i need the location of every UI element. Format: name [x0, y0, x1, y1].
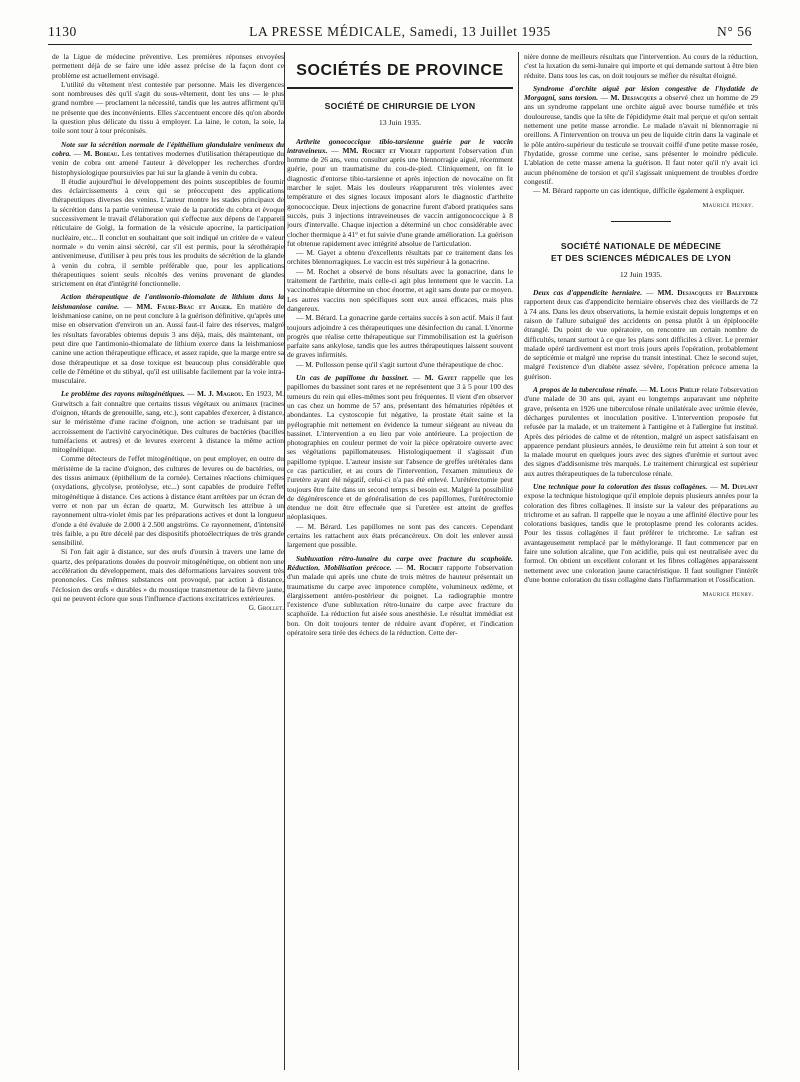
paragraph: nière donne de meilleurs résultats que l'intervention. Au cours de la réduction, c'est la luxation du semi-lunaire qui importe et qui demande surtout à être bien réduite. Dans tous les cas, on doit toujours se méfier du résultat éloigné. [524, 52, 758, 80]
column-rule [284, 52, 285, 1070]
page-header [48, 22, 752, 45]
article-title: Un cas de papillome du bassinet. [296, 373, 409, 383]
article-coloration: Une technique pour la coloration des tissus collagènes. — M. Duplant expose la technique histologique qu'il emploie depuis plusieurs années pour la coloration des fibres collagènes. Il insiste sur la valeur des préparations au trichrome et au safran. Il rappelle que le noyau a une affinité élective pour les colorations basiques, tandis que le protoplasme prend les colorants acides. Pour les tissus collagènes il faut préférer le trichrome. Le safran est avantageusement remplacé par le méthylorange. Il faut commencer par en faire une solution alcaline, que l'on acidifie, puis qui est neutralisée avec du formol. On obtient un excellent colorant et les fibres collagènes apparaissent nettement avec une coloration jaune caractéristique. Il faut souligner l'intérêt d'une bonne coloration du tissu collagène dans l'inflammation et l'ossification. [524, 481, 758, 584]
article-title: Note sur la sécrétion normale de l'épithélium glandulaire venimeux du cobra. [52, 139, 284, 158]
paragraph: — M. Gayet a obtenu d'excellents résultats par ce traitement dans les orchites blennorragiques. Le vaccin est très supérieur à la gonacrine. [287, 248, 513, 267]
article-author: M. Desjacques [610, 93, 657, 103]
paragraph: — M. Pollosson pense qu'il s'agit surtout d'une thérapeutique de choc. [296, 359, 504, 369]
column-right [524, 52, 758, 1072]
article-text: rapporte l'observation d'un malade qui après une chute de trois mètres de hauteur présentait un traumatisme du carpe avec impotence complète, volumineux œdème, et élargissement antéro-postérieur du poignet. La radiographie montre l'existence d'une subluxation rétro-lunaire du carpe avec fracture du scaphoïde. La réduction fut aisée sous anesthésie. Le résultat immédiat est bon. On doit toujours tenter de réduire avant d'opérer, et l'indication opératoire sera tirée des échecs de la réduction. Cette der- [287, 562, 513, 638]
article-appendicite: Deux cas d'appendicite herniaire. — MM. Desjacques et Baleydier rapportent deux cas d'appendicite herniaire observés chez des vieillards de 72 à 74 ans. Dans les deux observations, la hernie existait depuis longtemps et en raison de l'allure subaiguë des accidents on pensa plutôt à un épiploocèle étranglé. Du point de vue opératoire, on rencontre un certain nombre de difficultés, tenant surtout à ce que les plans sont difficiles à cliver. Le premier malade opéré tardivement est mort trois jours après l'opération, probablement de septicémie et malgré une reprise du transit intestinal. Chez le second sujet, malgré l'existence d'un diabète assez sévère, l'opération précoce amena la guérison. [524, 288, 758, 381]
article-faure-brac: Action thérapeutique de l'antimonio-thiomalate de lithium dans la leishmaniose canine. — MM. Faure-Brac et Auger. En matière de leishmaniose canine, on ne peut conclure à la guérison définitive, qu'après une mise en observation d'environ un an. Aussi faut-il faire des réserves, malgré les résultats favorables obtenus depuis 3 ans déjà, mais, dès maintenant, on peut dire que l'antimonio-thiomalate de lithium exerce dans la leishmaniose canine une action thérapeutique efficace, et assez rapide, que la marge entre sa dose thérapeutique et sa dose toxique est beaucoup plus considérable que celle de l'émétine et du stibyal, qu'il est utilisable facilement par la voie intra-musculaire. [52, 292, 284, 386]
paragraph: Il étudie aujourd'hui le développement des points susceptibles de fournir des éclaircissements à ceux qui se préoccupent des applications thérapeutiques diverses des venins. L'auteur montre les stades principaux de la sécrétion dans la partie venimeuse vraie de la parotide du cobra et évoque successivement le travail d'élaboration qui s'effectue aux dépens de l'appareil réticulaire de Golgi, la formation de la vésicule apocrine, la participation nucléaire, etc... Il conclut en souhaitant que soit indiqué un critère de « valeur normale » du venin ainsi sécrété, car s'il est permis, pour la sérothérapie antivenimeuse, d'utiliser à peu près tous les produits de sécrétion de la glande à venin du cobra, il semble préférable que, pour les applications thérapeutiques soient seuls récoltés des venins provenant de glandes strictement en état d'intégrité fonctionnelle. [52, 176, 284, 289]
paragraph: de la Ligue de médecine préventive. Les premières réponses envoyées permettent déjà de se faire une idée assez précise de la façon dont ce problème est actuellement envisagé. [52, 52, 284, 80]
article-rochet-subluxation: Subluxation rétro-lunaire du carpe avec fracture du scaphoïde. Réduction. Mobilisation précoce. — M. Rochet rapporte l'observation d'un malade qui après une chute de trois mètres de hauteur présentait un traumatisme du carpe avec impotence complète, volumineux œdème, et élargissement antéro-postérieur du poignet. La radiographie montre l'existence d'une subluxation rétro-lunaire du carpe avec fracture du scaphoïde. La réduction fut aisée sous anesthésie. Le résultat immédiat est bon. On doit toujours tenter de réduire avant d'opérer, et l'indication opératoire sera tirée des échecs de la réduction. Cette der- [287, 553, 513, 638]
signature: Maurice Henry. [702, 591, 754, 599]
article-author: MM. Rochet et Violet [342, 145, 421, 155]
article-text: rappelle que les papillomes du bassinet sont rares et ne représentent que 3 à 5 pour 100 des tumeurs du rein qui elles-mêmes sont peu fréquentes. Il vient d'en observer un cas chez un homme de 57 ans, présentant des hématuries répétées et abondantes. La cystoscopie fut négative, la prostate était saine et la pyélographie mit nettement en évidence la tumeur siégeant au niveau du bassinet. L'intervention a eu lieu par voie antérieure. La projection de photographies en couleur permet de voir la pièce opératoire ouverte avec ses végétations papillomateuses. Histologiquement il s'agissait d'un papillome typique. L'auteur insiste sur l'absence de greffes urétérales dans ce cas particulier, et au cours de l'intervention, l'examen minutieux de l'uretère ayant été négatif, celui-ci n'a pas été enlevé. L'urétérectomie peut toujours être faite dans un second temps si besoin est. Malgré la possibilité de dégénérescence et de généralisation de ces papillomes, l'urétérectomie étendue ne doit être effectuée que si l'uretère est atteint de greffes néoplasiques. [287, 373, 513, 522]
article-text: rapportent l'observation d'un homme de 26 ans, venu consulter après une blennorragie aiguë, récemment guérie, pour un traumatisme du cou-de-pied. Cliniquement, on fit le diagnostic d'entorse tibio-tarsienne et après injection de novocaïne on fit marcher le sujet. Mais les douleurs réapparurent très violentes avec température et des signes locaux imposant alors le diagnostic d'arthrite gonococcique. Deux injections de gonacrine furent d'abord pratiquées sans succès, puis 3 injections intraveineuses de vaccin antigonococcique à 8 jours d'intervalle. Chaque injection a déterminé un choc considérable avec clocher thermique à 41° et fut suivie d'une grande amélioration. La guérison fut obtenue rapidement avec intégrité absolue de l'articulation. [287, 145, 513, 248]
page-number: 1130 [48, 24, 77, 39]
article-title: Deux cas d'appendicite herniaire. [533, 288, 643, 298]
article-author: M. Gayet [424, 373, 458, 383]
article-author: MM. Faure-Brac et Auger. [136, 301, 232, 311]
article-title: Le problème des rayons mitogénétiques. [61, 389, 185, 399]
signature: G. Grollet. [248, 603, 284, 613]
society-heading-line: SOCIÉTÉ NATIONALE DE MÉDECINE [560, 240, 722, 251]
society-heading: SOCIÉTÉ DE CHIRURGIE DE LYON [324, 101, 476, 112]
article-text: relate l'observation d'une malade de 30 ans qui, ayant eu longtemps auparavant une néphrite grave, présenta en 1926 une tuberculose rénale unilatérale avec urémie élevée, décharges purulentes et inoculation positive. L'intervention proposée fut refusée par la malade, et un traitement à l'antigène et à l'allergine fut institué. Après des périodes de calme et de rétention, malgré un aspect satisfaisant en apparence pendant plusieurs années, le deuxième rein fut atteint à son tour et la malade mourut en quelques jours avec des signes d'urémie et surtout avec des signes d'addisonisme très marqués. Le traitement chirurgical est supérieur aux autres thérapeutiques de la tuberculose rénale. [524, 385, 758, 478]
article-author: M. Louis Phélip [649, 385, 700, 395]
column-middle [287, 52, 513, 1072]
paragraph: — M. Bérard. Les papillomes ne sont pas des cancers. Cependant certains les rattachent aux états précancéreux. On doit les enlever aussi largement que possible. [287, 521, 513, 550]
section-banner: SOCIÉTÉS DE PROVINCE [287, 52, 513, 89]
journal-title: LA PRESSE MÉDICALE, Samedi, 13 Juillet 1935 [249, 24, 551, 39]
article-magrou: Le problème des rayons mitogénétiques. — M. J. Magrou. En 1923, M. Gurwitsch a fait connaître que certains tissus végétaux ou animaux (racines d'oignon, têtards de grenouille, sang, etc.), sont capables d'exercer, à distance, sur le méristème d'une racine d'oignon, une action se traduisant par un accroissement de l'activité caryocinétique. Des cultures de bactéries (bacilles tuméfaciens et autres) et de levures exercent à distance la même action mitogénétique. [52, 389, 284, 455]
section-divider [611, 221, 671, 222]
article-text: Les tentatives modernes d'utilisation thérapeutique du venin de cobra ont amené l'auteur à développer les recherches d'ordre histophysiologique poursuivies par lui sur la glande à venin du cobra. [52, 148, 284, 177]
paragraph: Si l'on fait agir à distance, sur des œufs d'oursin à travers une lame de quartz, des préparations douées du pouvoir mitogénétique, on obtient non une accélération du développement, mais des déformations larvaires souvent très prononcées. Ces mêmes substances ont provoqué, par action à distance, l'éclosion des œufs « durables » du moustique transmetteur de la fièvre jaune, qui ne peuvent éclore que sous l'influence d'actions excitatrices extérieures. [52, 547, 284, 603]
article-desjacques: Syndrome d'orchite aiguë par lésion congestive de l'hydatide de Morgagni, sans torsion. — M. Desjacques a observé chez un homme de 29 ans un syndrome rappelant une orchite aiguë avec bourse tuméfiée et très douloureuse, tandis que la tête de l'épididyme était mal perçue et qu'on sentait nettement une petite masse arrondie. Le malade n'avait ni blennorragie ni oreillons. A l'intervention on trouva un peu de liquide citrin dans la vaginale et le pôle antéro-supérieur du testicule se trouvait coiffé d'une petite masse rosée, l'hydatide, grosse comme une cerise, sans présenter le moindre pédicule. L'ablation de cette masse amena la guérison. Il faut noter qu'il n'y avait ici aucun phénomène de torsion et qu'il s'agissait uniquement de troubles d'ordre congestif. [524, 83, 758, 186]
article-title: Une technique pour la coloration des tissus collagènes. [533, 481, 708, 491]
society-heading [524, 240, 758, 264]
issue-number: N° 56 [716, 24, 752, 39]
article-title: A propos de la tuberculose rénale. [533, 385, 638, 395]
paragraph: Comme détecteurs de l'effet mitogénétique, on peut employer, en outre du méristème de la racine d'oignon, des cultures de levures ou de bactéries, ou des tissus animaux (épithélium de la cornée). Certaines réactions chimiques (oxydations, glycolyse, protéolyse, etc...) sont capables de produire l'effet mitogénétique à distance. Ces actions à distance étant arrêtées par un écran de verre et non par un écran de quartz, M. Gurwitsch les attribue à un rayonnement ultra-violet émis par les préparations actives et dont la longueur d'onde a été évaluée de 2.000 à 2.500 angströms. Ce rayonnement, d'intensité très faible, a pu être décelé par des dispositifs photoélectriques de très grande sensibilité. [52, 454, 284, 548]
paragraph: — M. Bérard. La gonacrine garde certains succès à son actif. Mais il faut toujours adjoindre à ces thérapeutiques une désinfection du canal. L'énorme progrès que réalise cette thérapeutique sur l'immobilisation est la guérison parfaite sans ankylose, tandis que les autres thérapeutiques laissent souvent de graves infirmités. [287, 313, 513, 360]
paragraph: — M. Bérard rapporte un cas identique, difficile également à expliquer. [533, 186, 745, 196]
paragraph: L'utilité du vêtement n'est contestée par personne. Mais les divergences sont nombreuses dès qu'il s'agit du sous-vêtement, dont les uns — le plus grand nombre — proclament la nécessité, tandis que les autres affirment qu'il ne présente que des inconvénients. Elles s'accentuent encore dès qu'on aborde la question plus délicate du tissu à employer. La laine, le coton, la soie, la toile sont tour à tour préconisés. [52, 79, 284, 136]
article-rochet-violet: Arthrite gonococcique tibio-tarsienne guérie par le vaccin intraveineux. — MM. Rochet et Violet rapportent l'observation d'un homme de 26 ans, venu consulter après une blennorragie aiguë, récemment guérie, pour un traumatisme du cou-de-pied. Cliniquement, on fit le diagnostic d'entorse tibio-tarsienne et après injection de novocaïne on fit marcher le sujet. Mais les douleurs réapparurent très violentes avec température et des signes locaux imposant alors le diagnostic d'arthrite gonococcique. Deux injections de gonacrine furent d'abord pratiquées sans succès, puis 3 injections intraveineuses de vaccin antigonococcique à 8 jours d'intervalle. Chaque injection a déterminé un choc considérable avec clocher thermique à 41° et fut suivie d'une grande amélioration. La guérison fut obtenue rapidement avec intégrité absolue de l'articulation. [287, 136, 513, 248]
article-title: Syndrome d'orchite aiguë par lésion congestive de l'hydatide de Morgagni, sans torsion. [524, 83, 758, 103]
society-date: 13 Juin 1935. [378, 118, 422, 128]
article-title: Arthrite gonococcique tibio-tarsienne guérie par le vaccin intraveineux. [287, 136, 513, 155]
article-text: En 1923, M. Gurwitsch a fait connaître que certains tissus végétaux ou animaux (racines d'oignon, têtards de grenouille, sang, etc.), sont capables d'exercer, à distance, sur le méristème d'une racine d'oignon, une action se traduisant par un accroissement de l'activité caryocinétique. Des cultures de bactéries (bacilles tuméfaciens et autres) et de levures exercent à distance la même action mitogénétique. [52, 389, 284, 455]
article-author: M. J. Magrou. [197, 389, 244, 399]
article-author: MM. Desjacques et Baleydier [657, 288, 758, 298]
article-author: M. Rochet [406, 562, 443, 572]
society-heading-line: ET DES SCIENCES MÉDICALES DE LYON [550, 252, 732, 263]
article-author: M. Bobeau. [83, 148, 120, 158]
article-title: Subluxation rétro-lunaire du carpe avec fracture du scaphoïde. Réduction. Mobilisation précoce. [287, 553, 513, 572]
article-gayet: Un cas de papillome du bassinet. — M. Gayet rappelle que les papillomes du bassinet sont rares et ne représentent que 3 à 5 pour 100 des tumeurs du rein qui elles-mêmes sont peu fréquentes. Il vient d'en observer un cas chez un homme de 57 ans, présentant des hématuries répétées et abondantes. La cystoscopie fut négative, la prostate était saine et la pyélographie mit nettement en évidence la tumeur siégeant au niveau du bassinet. L'intervention a eu lieu par voie antérieure. La projection de photographies en couleur permet de voir la pièce opératoire ouverte avec ses végétations papillomateuses. Histologiquement il s'agissait d'un papillome typique. L'auteur insiste sur l'absence de greffes urétérales dans ce cas particulier, et au cours de l'intervention, l'examen minutieux de l'uretère ayant été négatif, celui-ci n'a pas été enlevé. L'urétérectomie peut toujours être faite dans un second temps si besoin est. Malgré la possibilité de dégénérescence et de généralisation de ces papillomes, l'urétérectomie étendue ne doit être effectuée que si l'uretère est atteint de greffes néoplasiques. [287, 373, 513, 522]
article-tuberculose: A propos de la tuberculose rénale. — M. Louis Phélip relate l'observation d'une malade de 30 ans qui, ayant eu longtemps auparavant une néphrite grave, présenta en 1926 une tuberculose rénale unilatérale avec urémie élevée, décharges purulentes et inoculation positive. L'intervention proposée fut refusée par la malade, et un traitement à l'antigène et à l'allergine fut institué. Après des périodes de calme et de rétention, malgré un aspect satisfaisant en apparence pendant plusieurs années, le deuxième rein fut atteint à son tour et la malade mourut en quelques jours avec des signes d'urémie et surtout avec des signes d'addisonisme très marqués. Le traitement chirurgical est supérieur aux autres thérapeutiques de la tuberculose rénale. [524, 385, 758, 478]
article-text: En matière de leishmaniose canine, on ne peut conclure à la guérison définitive, qu'après une mise en observation d'environ un an. Aussi faut-il faire des réserves, malgré les résultats favorables obtenus depuis 3 ans déjà, mais, dès maintenant, on peut dire que l'antimonio-thiomalate de lithium exerce dans la leishmaniose canine une action thérapeutique efficace, et assez rapide, que la marge entre sa dose thérapeutique et sa dose toxique est beaucoup plus considérable que celle de l'émétine et du stibyal, qu'il est utilisable facilement par la voie intra-musculaire. [52, 301, 284, 386]
article-bobeau: Note sur la sécrétion normale de l'épithélium glandulaire venimeux du cobra. — M. Bobeau. Les tentatives modernes d'utilisation thérapeutique du venin de cobra ont amené l'auteur à développer les recherches d'ordre histophysiologique poursuivies par lui sur la glande à venin du cobra. [52, 139, 284, 177]
article-text: rapportent deux cas d'appendicite herniaire observés chez des vieillards de 72 à 74 ans. Dans les deux observations, la hernie existait depuis longtemps et en raison de l'allure subaiguë des accidents on pensa plutôt à un épiploocèle étranglé. Du point de vue opératoire, on rencontre un certain nombre de difficultés, tenant surtout à ce que les plans sont difficiles à cliver. Le premier malade opéré tardivement est mort trois jours après l'opération, probablement de septicémie et malgré une reprise du transit intestinal. Chez le second sujet, malgré l'existence d'un diabète assez sévère, l'opération précoce amena la guérison. [524, 297, 758, 381]
signature: Maurice Henry. [702, 202, 754, 210]
article-author: M. Duplant [720, 481, 758, 491]
article-title: Action thérapeutique de l'antimonio-thiomalate de lithium dans la leishmaniose canine. [52, 292, 284, 311]
article-text: expose la technique histologique qu'il emploie depuis plusieurs années pour la coloration des fibres collagènes. Il insiste sur la valeur des préparations au trichrome et au safran. Il rappelle que le noyau a une affinité élective pour les colorations basiques, tandis que le protoplasme prend les colorants acides. Pour les tissus collagènes il faut préférer le trichrome. Le safran est avantageusement remplacé par le méthylorange. Il faut commencer par en faire une solution alcaline, que l'on acidifie, puis qui est neutralisée avec du formol. On obtient un excellent colorant et les fibres collagènes apparaissent nettement avec une coloration jaune caractéristique. Il faut souligner l'intérêt d'une bonne coloration du tissu collagène dans l'inflammation et l'ossification. [524, 491, 758, 584]
article-text: a observé chez un homme de 29 ans un syndrome rappelant une orchite aiguë avec bourse tuméfiée et très douloureuse, tandis que la tête de l'épididyme était mal perçue et qu'on sentait nettement une petite masse arrondie. Le malade n'avait ni blennorragie ni oreillons. A l'intervention on trouva un peu de liquide citrin dans la vaginale et le pôle antéro-supérieur du testicule se trouvait coiffé d'une petite masse rosée, l'hydatide, grosse comme une cerise, sans présenter le moindre pédicule. L'ablation de cette masse amena la guérison. Il faut noter qu'il n'y avait ici aucun phénomène de torsion et qu'il s'agissait uniquement de troubles d'ordre congestif. [524, 93, 758, 186]
paragraph: — M. Rochet a observé de bons résultats avec la gonacrine, dans le traitement de l'arthrite, mais celle-ci agit plus lentement que le vaccin. La vaccinothérapie détermine un choc énorme, et agit sans doute par ce moyen. Les autres vaccins non spécifiques sont eux aussi efficaces, mais plus dangereux. [287, 266, 513, 313]
society-date: 12 Juin 1935. [619, 269, 663, 279]
column-left [52, 52, 284, 1072]
column-rule [518, 52, 519, 1070]
